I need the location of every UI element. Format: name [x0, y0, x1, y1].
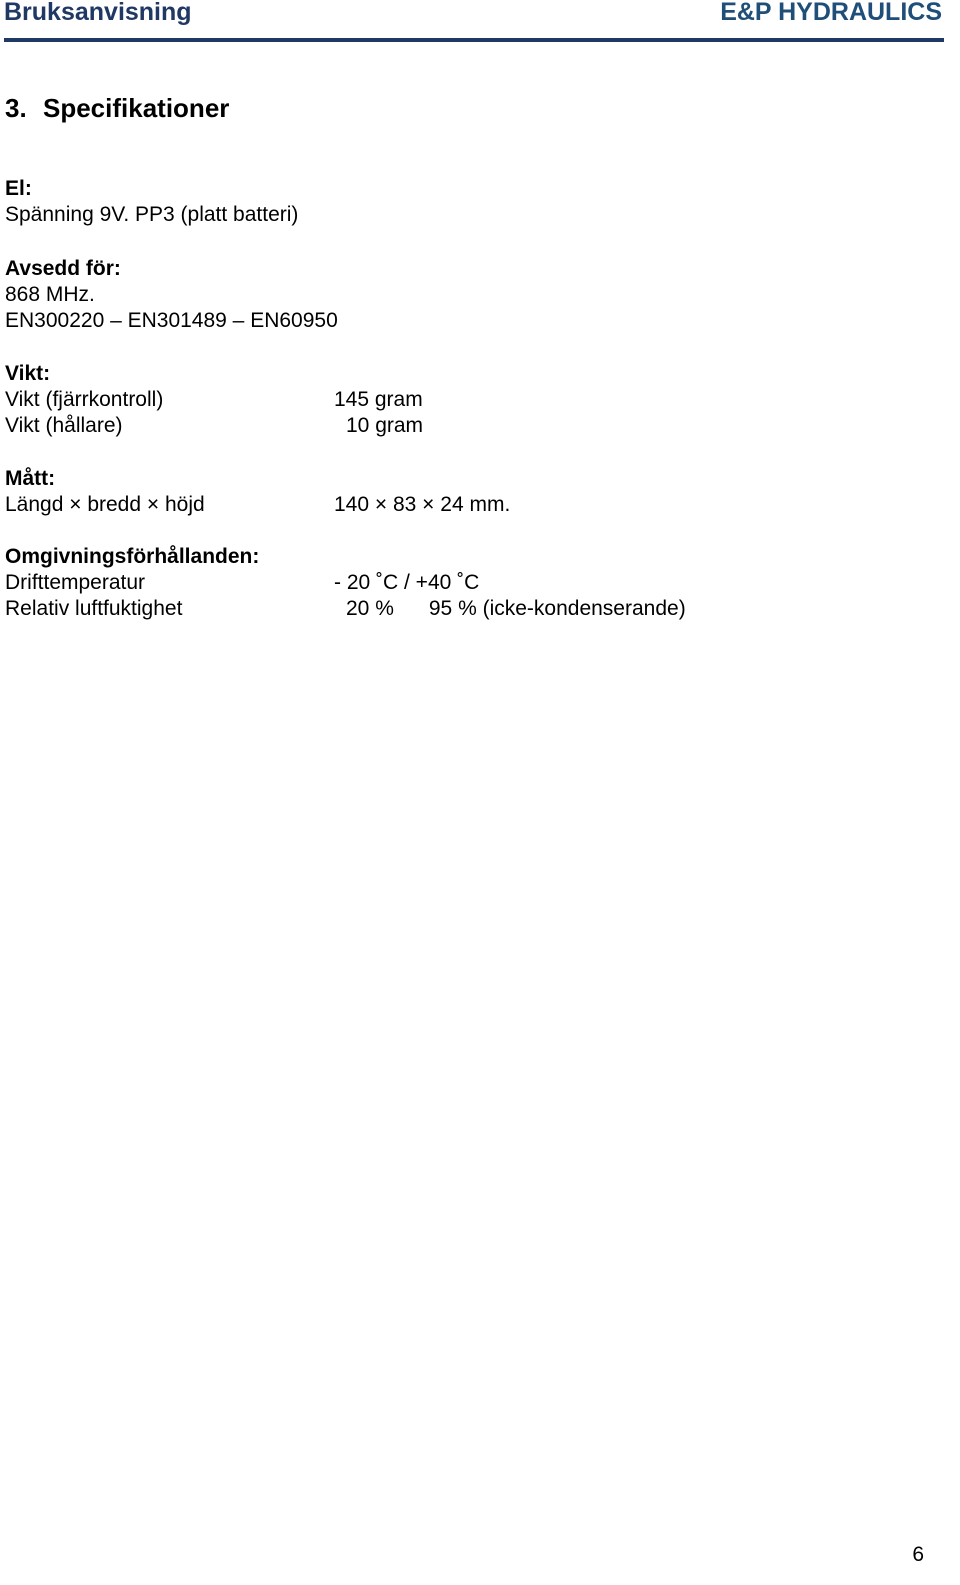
intended-frequency: 868 MHz.: [5, 283, 95, 306]
intended-heading: Avsedd för:: [5, 257, 121, 280]
environment-heading: Omgivningsförhållanden:: [5, 545, 260, 568]
section-heading: [5, 93, 229, 124]
brand-name: E&P HYDRAULICS: [720, 0, 942, 26]
operating-temperature-value: - 20 ˚C / +40 ˚C: [334, 571, 480, 594]
intended-standards: EN300220 – EN301489 – EN60950: [5, 309, 338, 332]
dimensions-heading: Mått:: [5, 467, 56, 490]
weight-remote-label: Vikt (fjärrkontroll): [5, 388, 164, 411]
relative-humidity-label: Relativ luftfuktighet: [5, 597, 183, 620]
dimensions-value: 140 × 83 × 24 mm.: [334, 493, 511, 516]
section-number: 3.: [5, 93, 27, 123]
page-number: 6: [912, 1543, 924, 1566]
section-title: Specifikationer: [43, 93, 230, 123]
weight-holder-value: 10 gram: [346, 414, 424, 437]
document-title: Bruksanvisning: [4, 0, 192, 26]
weight-remote-value: 145 gram: [334, 388, 423, 411]
weight-heading: Vikt:: [5, 362, 51, 385]
operating-temperature-label: Drifttemperatur: [5, 571, 146, 594]
dimensions-label: Längd × bredd × höjd: [5, 493, 205, 516]
el-heading: El:: [5, 177, 32, 200]
relative-humidity-value: 20 % 95 % (icke-kondenserande): [346, 597, 686, 620]
el-voltage: Spänning 9V. PP3 (platt batteri): [5, 203, 299, 226]
weight-holder-label: Vikt (hållare): [5, 414, 123, 437]
header-divider: [4, 38, 944, 42]
